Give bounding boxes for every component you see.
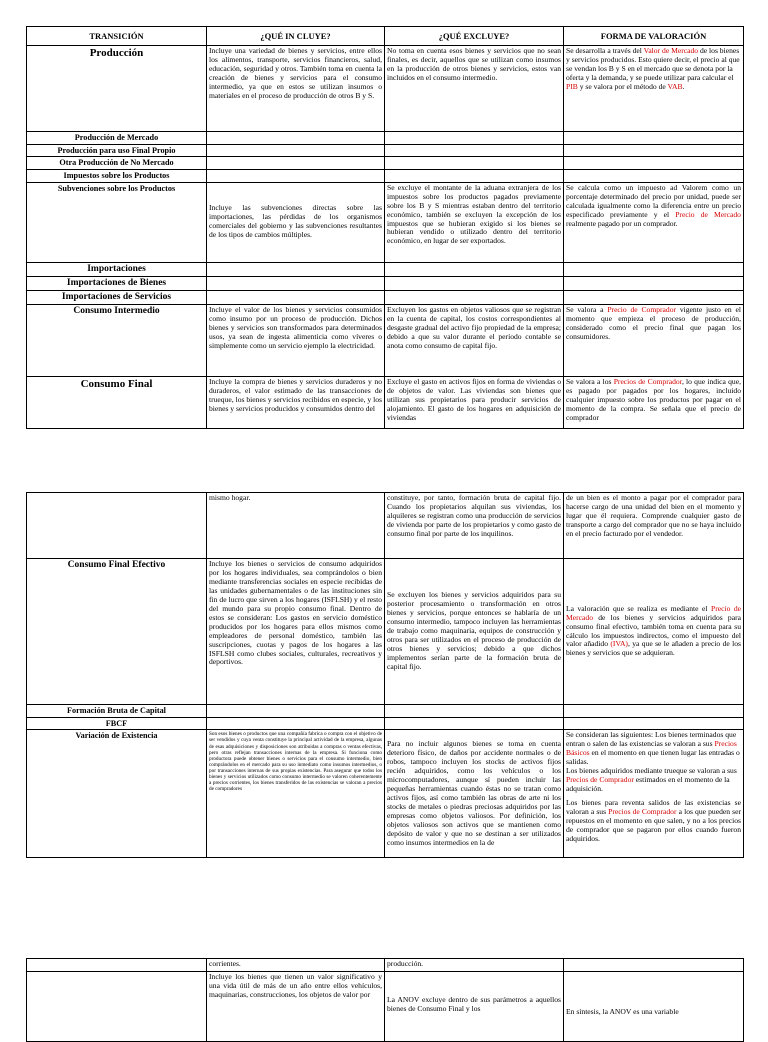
- row-importaciones: [27, 262, 744, 276]
- empty-cell: [27, 493, 207, 559]
- empty-cell: [207, 705, 385, 718]
- empty-cell: [27, 972, 207, 1042]
- empty-cell: [385, 705, 564, 718]
- rowname-consumo-final-efectivo: Consumo Final Efectivo: [27, 559, 207, 705]
- empty-cell: [207, 717, 385, 730]
- text: Se consideran las siguientes: Los bienes terminados que entran o salen de las existencias se valoran a sus: [566, 730, 737, 749]
- text: a los que pueden ser repuestos en el momento en que salen, y no a los precios de comprador que se pagaron por ellos cuando fueron adquiridos.: [566, 806, 742, 843]
- row-produccion: [27, 46, 744, 132]
- highlight: PIB: [566, 81, 578, 91]
- cell-excluye: Para no incluir algunos bienes se toma en cuenta deterioro físico, de daños por accidente normales o de robos, tampoco incluyen los stocks de activos fijos recién adquiridos, como los vehículos o los microcomputadores, aunque sí pueden incluir las pequeñas herramientas cuando éstas no se tratan como activos fijos, así como también las obras de arte ni los stocks de metales o piedras preciosas adquiridos por las empresas como objetos valiosos. Por definición, los objetos valiosos son activos que se mantienen como depósito de valor y que no se destinan a ser utilizados como insumos intermedios en la de: [385, 730, 564, 858]
- rowname-consumo-final: Consumo Final: [27, 377, 207, 429]
- rowname: Producción de Mercado: [27, 132, 207, 145]
- highlight: VAB: [667, 81, 683, 91]
- text: .: [682, 81, 685, 91]
- text: , lo que indica que, es pagado por pagados por los hogares, incluido cualquier impuesto sobre los productos por pagar en el momento de la compra. Se señala que el precio de comprador: [566, 377, 741, 423]
- text: , ya que se le añaden a precio de los bienes y servicios que se adquieran.: [566, 639, 741, 658]
- row-variacion-cont: [27, 959, 744, 972]
- cell-excluye: Se excluye el montante de la aduana extranjera de los impuestos sobre los productos pagados previamente sobre los B y S mientras estaban dentro del territorio económico, también se excluyen la excepción de los impuestos que se hubieran exigido si los bienes se hubieran vendido o utilizado dentro del territorio económico, en lugar de ser exportados.: [385, 182, 564, 262]
- cell-incluye: Incluye las subvenciones directas sobre las importaciones, las pérdidas de los organismos comerciales del gobierno y las subvenciones resultantes de los tipos de cambios múltiples.: [207, 182, 385, 262]
- cell-incluye: Incluye una variedad de bienes y servicios, entre ellos los alimentos, transporte, servicios financieros, salud, educación, seguridad y otros. También toma en cuenta la creación de bienes y servicios para el consumo intermedio, ya que en estos se utilizan insumos o materiales en el proceso de producción de otros B y S.: [207, 46, 385, 132]
- cell-incluye: Son esos bienes o productos que una compañía fabrica o compra con el objetivo de ser vendidos y cuya venta constituye la principal actividad de la empresa, algunas de esas adquisiciones y disposiciones son atribuidas a compras o ventas efectivas, pero otras reflejan transacciones internas de la empresa. Si funciona como productora puede obtener bienes o servicios para el consumo intermedio, bien comprándolos en el mercado para su uso inmediato como insumos intermedios, o por transacciones internas de sus propias existencias. Para asegurar que todos los bienes y servicios utilizados como consumo intermedio se valoren coherentemente a precios corrientes, los bienes transferidos de las existencias se valoran a precios de compradores: [207, 730, 385, 858]
- header-row: [27, 27, 744, 46]
- empty-cell: [207, 144, 385, 157]
- cell-excluye: No toma en cuenta esos bienes y servicios que no sean finales, es decir, aquellos que se utilizan como insumos en la producción de otros bienes y servicios, estos van incluidos en el consumo intermedio.: [385, 46, 564, 132]
- cell-excluye: La ANOV excluye dentro de sus parámetros a aquellos bienes de Consumo Final y los: [385, 972, 564, 1042]
- rowname: Importaciones: [27, 262, 207, 276]
- empty-cell: [385, 170, 564, 183]
- header-incluye: ¿QUÉ IN CLUYE?: [207, 27, 385, 46]
- cell-valoracion: [564, 305, 744, 377]
- empty-cell: [385, 291, 564, 305]
- header-excluye: ¿QUÉ EXCLUYE?: [385, 27, 564, 46]
- text: Se valora a: [566, 305, 608, 315]
- empty-cell: [564, 959, 744, 972]
- valoracion-item: [566, 767, 741, 794]
- highlight: Precios Básicos: [566, 739, 737, 758]
- rowname: Importaciones de Bienes: [27, 276, 207, 290]
- highlight: Precios de Comprador: [608, 806, 677, 816]
- row-variacion-existencia: [27, 730, 744, 858]
- text: en el momento en que tienen lugar las entradas o salidas.: [566, 748, 740, 767]
- rowname: FBCF: [27, 717, 207, 730]
- row-consumo-final: [27, 377, 744, 429]
- highlight: Precio de Mercado: [566, 603, 742, 622]
- page1-table: [26, 26, 744, 429]
- text: de los bienes y servicios producidos. Esto quiere decir, el precio al que se vendan los B y S en el mercado que se denota por la oferta y la demanda, y se puede utilizar para calcular el: [566, 46, 740, 82]
- text: realmente pagado por un comprador.: [566, 218, 678, 228]
- row-uso-final-propio: [27, 144, 744, 157]
- cell-valoracion: [564, 377, 744, 429]
- highlight: Precios de Comprador: [566, 775, 634, 785]
- rowname: Otra Producción de No Mercado: [27, 157, 207, 170]
- header-transicion: TRANSICIÓN: [27, 27, 207, 46]
- cell-incluye: Incluye los bienes o servicios de consumo adquiridos por los hogares individuales, sea comprándolos o bien mediante transferencias sociales en especie recibidas de las unidades gubernamentales o de las instituciones sin fin de lucro que sirven a los hogares (ISFLSH) y el resto del mundo para su propio consumo final. Dentro de estos se consideran: Los gastos en servicio doméstico producidos por los hogares para ellos mismos como empleadores de personal doméstico, también las suscripciones, cuotas y pagos de los hogares a las ISFLSH como clubes sociales, culturales, recreativos y deportivos.: [207, 559, 385, 705]
- row-impuestos: [27, 170, 744, 183]
- empty-cell: [564, 132, 744, 145]
- empty-cell: [564, 276, 744, 290]
- rowname-consumo-intermedio: Consumo Intermedio: [27, 305, 207, 377]
- cell-incluye: corrientes.: [207, 959, 385, 972]
- text: La valoración que se realiza es mediante el: [566, 603, 711, 613]
- empty-cell: [564, 170, 744, 183]
- cell-incluye: Incluye el valor de los bienes y servicios consumidos como insumo por un proceso de producción. Dichos bienes y servicios son transformados para determinados usos, ya sean de ingesta alimenticia como víveres o simplemente como un servicio ejemplo la electricidad.: [207, 305, 385, 377]
- valoracion-item: [566, 731, 741, 767]
- highlight: Precios de Comprador: [613, 377, 682, 387]
- cell-valoracion: [564, 46, 744, 132]
- rowname: Producción para uso Final Propio: [27, 144, 207, 157]
- row-produccion-mercado: [27, 132, 744, 145]
- row-importaciones-servicios: [27, 291, 744, 305]
- highlight: Valor de Mercado: [643, 46, 699, 55]
- rowname: Impuestos sobre los Productos: [27, 170, 207, 183]
- empty-cell: [385, 157, 564, 170]
- rowname: Importaciones de Servicios: [27, 291, 207, 305]
- empty-cell: [385, 132, 564, 145]
- cell-valoracion: [564, 182, 744, 262]
- page2-table: [26, 492, 744, 858]
- row-subvenciones: [27, 182, 744, 262]
- text: y se valora por el método de: [577, 81, 668, 91]
- text: Se valora a los: [566, 377, 614, 387]
- cell-excluye: Excluye el gasto en activos fijos en forma de viviendas o de objetos de valor. Las viviendas son bienes que utilizan sus propietarios para producir servicios de alojamiento. El gasto de los hogares en adquisición de viviendas: [385, 377, 564, 429]
- empty-cell: [564, 157, 744, 170]
- empty-cell: [207, 157, 385, 170]
- row-consumo-intermedio: [27, 305, 744, 377]
- empty-cell: [207, 262, 385, 276]
- empty-cell: [385, 276, 564, 290]
- cell-valoracion: [564, 559, 744, 705]
- cell-excluye: producción.: [385, 959, 564, 972]
- row-otra-produccion: [27, 157, 744, 170]
- row-consumo-final-cont: [27, 493, 744, 559]
- empty-cell: [385, 717, 564, 730]
- highlight: Precio de Mercado: [675, 209, 741, 219]
- rowname: Formación Bruta de Capital: [27, 705, 207, 718]
- text: de los bienes y servicios adquiridos para consumo final efectivo, también toma en cuenta para su cálculo los impuestos indirectos, como el impuesto del valor añadido: [566, 612, 741, 649]
- empty-cell: [385, 144, 564, 157]
- row-fbc: [27, 705, 744, 718]
- empty-cell: [207, 276, 385, 290]
- highlight: (IVA): [610, 639, 628, 649]
- valoracion-item: [566, 799, 741, 844]
- highlight: Precio de Comprador: [607, 305, 677, 315]
- text: Los bienes para reventa salidos de las existencias se valoran a sus: [566, 798, 741, 816]
- text: Se calcula como un impuesto ad Valorem como un porcentaje determinado del precio por unidad, puede ser calculada igualmente como la diferencia entre un precio especificado previamente y el: [566, 182, 741, 219]
- empty-cell: [385, 262, 564, 276]
- cell-valoracion: de un bien es el monto a pagar por el comprador para hacerse cargo de una unidad del bien en el momento y lugar que él requiera. Comprende cualquier gasto de transporte a cargo del comprador que no se haya incluido en el precio facturado por el vendedor.: [564, 493, 744, 559]
- row-next: [27, 972, 744, 1042]
- empty-cell: [564, 717, 744, 730]
- cell-valoracion: [564, 730, 744, 858]
- empty-cell: [564, 705, 744, 718]
- cell-excluye: Se excluyen los bienes y servicios adquiridos para su posterior procesamiento o transformación en otros bienes y servicios, porque entonces se hablaría de un consumo intermedio, tampoco incluyen las herramientas de trabajo como maquinaria, equipos de construcción y otros para ser utilizados en el proceso de producción de otros bienes y servicios; debido a que dichos implementos serían parte de la formación bruta de capital fijo.: [385, 559, 564, 705]
- cell-incluye: Incluye la compra de bienes y servicios duraderos y no duraderos, el valor estimado de las transacciones de trueque, los bienes y servicios recibidos en especie, y los bienes y servicios producidos y consumidos dentro del: [207, 377, 385, 429]
- rowname-variacion: Variación de Existencia: [27, 730, 207, 858]
- empty-cell: [207, 170, 385, 183]
- empty-cell: [564, 262, 744, 276]
- row-fbcf: [27, 717, 744, 730]
- cell-incluye: Incluye los bienes que tienen un valor significativo y una vida útil de más de un año entre ellos vehículos, maquinarias, construcciones, los objetos de valor por: [207, 972, 385, 1042]
- page3-table: [26, 958, 744, 1042]
- cell-valoracion: En síntesis, la ANOV es una variable: [564, 972, 744, 1042]
- rowname-subvenciones: Subvenciones sobre los Productos: [27, 182, 207, 262]
- cell-excluye: Excluyen los gastos en objetos valiosos que se registran en la cuenta de capital, los costos correspondientes al desgaste gradual del activo fijo propiedad de la empresa; debido a que su valor durante el período contable se anota como consumo de capital fijo.: [385, 305, 564, 377]
- cell-excluye: constituye, por tanto, formación bruta de capital fijo. Cuando los propietarios alquilan sus viviendas, los alquileres se registran como una producción de servicios de vivienda por parte de los propietarios y como gasto de consumo final por parte de los inquilinos.: [385, 493, 564, 559]
- row-importaciones-bienes: [27, 276, 744, 290]
- row-consumo-final-efectivo: [27, 559, 744, 705]
- rowname-produccion: Producción: [27, 46, 207, 132]
- empty-cell: [564, 144, 744, 157]
- text: Se desarrolla a través del: [566, 46, 644, 55]
- empty-cell: [207, 132, 385, 145]
- cell-incluye: mismo hogar.: [207, 493, 385, 559]
- text: Los bienes adquiridos mediante trueque se valoran a sus: [566, 766, 737, 776]
- text: estimados en el momento de la adquisición.: [566, 775, 730, 794]
- empty-cell: [27, 959, 207, 972]
- text: vigente justo en el momento que empieza el proceso de producción, considerado como el precio final que pagan los consumidores.: [566, 305, 741, 342]
- header-valoracion: FORMA DE VALORACIÓN: [564, 27, 744, 46]
- empty-cell: [564, 291, 744, 305]
- empty-cell: [207, 291, 385, 305]
